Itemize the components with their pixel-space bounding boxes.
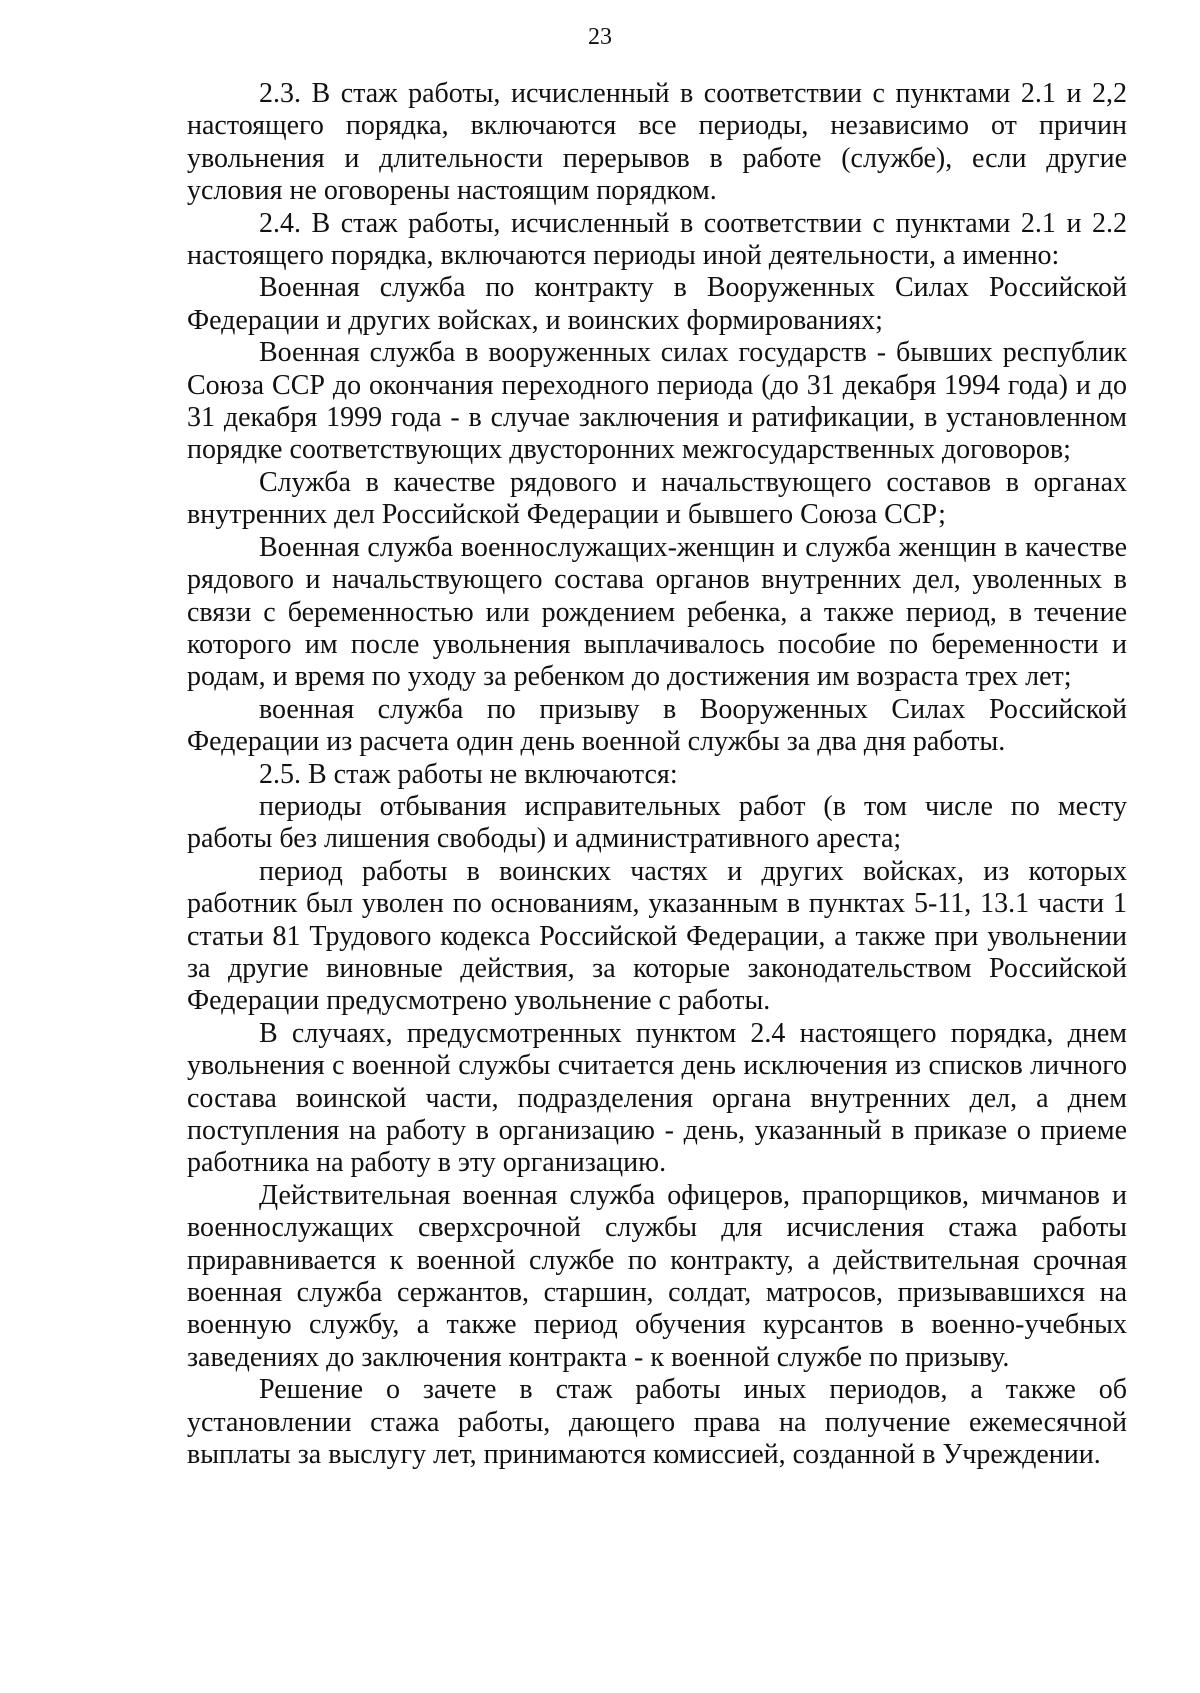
list-item-dismissal-periods: период работы в воинских частях и других войсках, из которых работник был уволен по основаниям, указанным в пунктах 5-11, 13.1 части 1 статьи 81 Трудового кодекса Российской Федерации, а также при увольнении за другие виновные действия, за которые законодательством Российской Федерации предусмотрено увольнение с работы. xyxy=(187,855,1127,1017)
list-item-former-republics-service: Военная служба в вооруженных силах государств - бывших республик Союза ССР до окончания переходного периода (до 31 декабря 1994 года) и до 31 декабря 1999 года - в случае заключения и ратификации, в установленном порядке соответствующих двусторонних межгосударственных договоров; xyxy=(187,337,1127,466)
page-number: 23 xyxy=(588,24,612,50)
list-item-correctional-work: периоды отбывания исправительных работ (в том числе по месту работы без лишения свободы) и административного ареста; xyxy=(187,790,1127,855)
paragraph-2-3: 2.3. В стаж работы, исчисленный в соответствии с пунктами 2.1 и 2,2 настоящего порядка, включаются все периоды, независимо от причин увольнения и длительности перерывов в работе (службе), если другие условия не оговорены настоящим порядком. xyxy=(187,78,1127,207)
list-item-conscript-service: военная служба по призыву в Вооруженных Силах Российской Федерации из расчета один день военной службы за два дня работы. xyxy=(187,693,1127,758)
list-item-women-service: Военная служба военнослужащих-женщин и служба женщин в качестве рядового и начальствующего состава органов внутренних дел, уволенных в связи с беременностью или рождением ребенка, а также период, в течение которого им после увольнения выплачивалось пособие по беременности и родам, и время по уходу за ребенком до достижения им возраста трех лет; xyxy=(187,531,1127,693)
list-item-internal-affairs-service: Служба в качестве рядового и начальствующего составов в органах внутренних дел Российской Федерации и бывшего Союза ССР; xyxy=(187,466,1127,531)
paragraph-commission-decision: Решение о зачете в стаж работы иных периодов, а также об установлении стажа работы, дающего права на получение ежемесячной выплаты за выслугу лет, принимаются комиссией, созданной в Учреждении. xyxy=(187,1374,1127,1471)
paragraph-active-service: Действительная военная служба офицеров, прапорщиков, мичманов и военнослужащих сверхсрочной службы для исчисления стажа работы приравнивается к военной службе по контракту, а действительная срочная военная служба сержантов, старшин, солдат, матросов, призывавшихся на военную службу, а также период обучения курсантов в военно-учебных заведениях до заключения контракта - к военной службе по призыву. xyxy=(187,1179,1127,1373)
document-body xyxy=(187,78,1127,1471)
paragraph-2-5: 2.5. В стаж работы не включаются: xyxy=(259,758,678,790)
paragraph-2-4: 2.4. В стаж работы, исчисленный в соответствии с пунктами 2.1 и 2.2 настоящего порядка, включаются периоды иной деятельности, а именно: xyxy=(187,207,1127,272)
paragraph-dismissal-day: В случаях, предусмотренных пунктом 2.4 настоящего порядка, днем увольнения с военной службы считается день исключения из списков личного состава воинской части, подразделения органа внутренних дел, а днем поступления на работу в организацию - день, указанный в приказе о приеме работника на работу в эту организацию. xyxy=(187,1017,1127,1179)
list-item-contract-service: Военная служба по контракту в Вооруженных Силах Российской Федерации и других войсках, и воинских формированиях; xyxy=(187,272,1127,336)
